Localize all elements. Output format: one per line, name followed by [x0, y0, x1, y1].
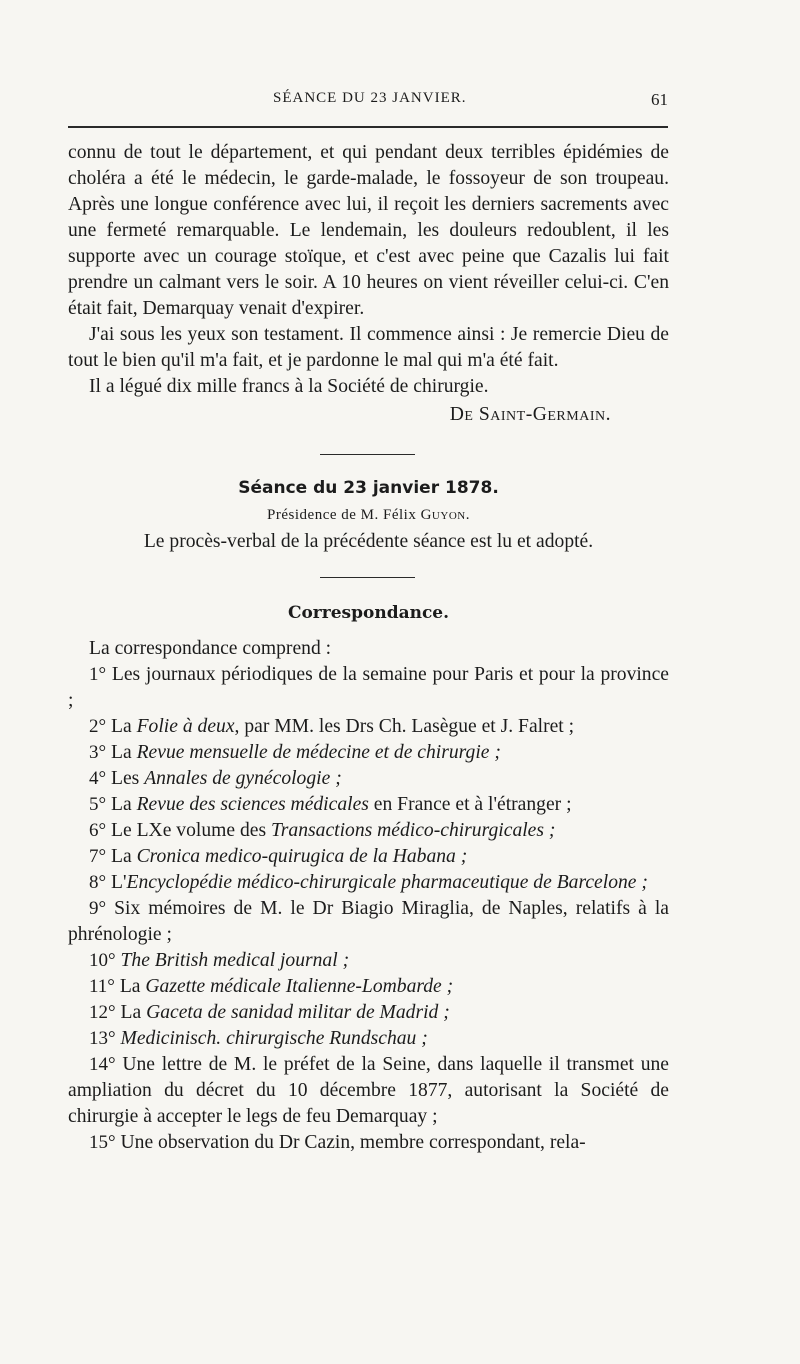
item-number: 6°: [89, 820, 107, 841]
running-title: SÉANCE DU 23 JANVIER.: [273, 90, 467, 106]
item-number: 3°: [89, 742, 107, 763]
section-divider: [320, 454, 415, 455]
presidency-prefix: Présidence de M. Félix: [267, 507, 417, 523]
item-number: 15°: [89, 1132, 116, 1153]
correspondence-item: [68, 662, 669, 714]
body-text: [68, 140, 669, 1156]
item-text: Les: [111, 768, 145, 789]
item-text: La: [119, 976, 146, 997]
correspondence-item: [68, 896, 669, 948]
signature: De Saint-Germain.: [449, 404, 611, 425]
item-text: L': [111, 872, 127, 893]
item-number: 14°: [89, 1054, 116, 1075]
session-title: Séance du 23 janvier 1878.: [238, 478, 499, 498]
continuation-paragraph: connu de tout le département, et qui pendant deux terribles épidémies de choléra a été le médecin, le garde-malade, le fossoyeur de son troupeau. Après une longue conférence avec lui, il reçoit les derniers sacrements avec une fermeté remarquable. Le lendemain, les douleurs redoublent, il les supporte avec un courage stoïque, et c'est avec peine que Cazalis lui fait prendre un calmant vers le soir. A 10 heures on vient réveiller celui-ci. C'en était fait, Demarquay venait d'expirer.: [68, 142, 669, 319]
item-title: Gaceta de sanidad militar de Madrid ;: [146, 1002, 450, 1023]
item-number: 11°: [89, 976, 115, 997]
correspondence-item: [68, 974, 669, 1000]
correspondence-item: [68, 766, 669, 792]
correspondence-item: [68, 714, 669, 740]
correspondence-item: [68, 1000, 669, 1026]
item-title: Revue des sciences médicales: [136, 794, 369, 815]
item-title: The British medical journal ;: [120, 950, 350, 971]
item-title: Cronica medico-quirugica de la Habana ;: [136, 846, 468, 867]
item-number: 10°: [89, 950, 116, 971]
correspondence-item: [68, 792, 669, 818]
item-number: 7°: [89, 846, 107, 867]
running-head: [68, 90, 668, 114]
item-title: Annales de gynécologie ;: [144, 768, 342, 789]
minutes-note: Le procès-verbal de la précédente séance est lu et adopté.: [143, 531, 594, 552]
presidency-line: [68, 505, 669, 525]
correspondence-heading: Correspondance.: [287, 603, 450, 623]
correspondence-item: [68, 1130, 669, 1156]
item-text: Les journaux périodiques de la semaine pour Paris et pour la province ;: [68, 664, 670, 711]
correspondence-item: [68, 818, 669, 844]
header-rule: [68, 126, 668, 128]
item-title: Revue mensuelle de médecine et de chirurgie ;: [136, 742, 501, 763]
item-title: Transactions médico-chirurgicales ;: [270, 820, 556, 841]
bequest-paragraph: Il a légué dix mille francs à la Société de chirurgie.: [89, 376, 489, 397]
correspondence-intro: La correspondance comprend :: [89, 638, 332, 659]
item-text: Une observation du Dr Cazin, membre correspondant, rela-: [120, 1132, 586, 1153]
item-text: , par MM. les Drs Ch. Lasègue et J. Falret ;: [234, 716, 575, 737]
item-number: 2°: [89, 716, 107, 737]
item-text: La: [111, 846, 137, 867]
item-number: 8°: [89, 872, 107, 893]
correspondence-item: [68, 1052, 669, 1130]
item-number: 9°: [89, 898, 107, 919]
item-title: Folie à deux: [136, 716, 235, 737]
item-title: Medicinisch. chirurgische Rundschau ;: [120, 1028, 428, 1049]
item-text: La: [111, 794, 137, 815]
item-number: 1°: [89, 664, 107, 685]
correspondence-list: [68, 662, 669, 1156]
testament-paragraph: J'ai sous les yeux son testament. Il commence ainsi : Je remercie Dieu de tout le bien qu'il m'a fait, et je pardonne le mal qui m'a été fait.: [68, 324, 669, 371]
correspondence-item: [68, 1026, 669, 1052]
item-text: Six mémoires de M. le Dr Biagio Miraglia, de Naples, relatifs à la phrénologie ;: [68, 898, 669, 945]
item-text: Le LXe volume des: [111, 820, 271, 841]
page-number: 61: [651, 90, 668, 109]
president-name: Guyon.: [420, 507, 470, 523]
correspondence-item: [68, 740, 669, 766]
item-number: 5°: [89, 794, 107, 815]
item-text: en France et à l'étranger ;: [368, 794, 572, 815]
item-title: Gazette médicale Italienne-Lombarde ;: [145, 976, 454, 997]
correspondence-item: [68, 948, 669, 974]
correspondence-item: [68, 870, 669, 896]
item-text: La: [111, 742, 137, 763]
section-divider: [320, 577, 415, 578]
item-number: 4°: [89, 768, 107, 789]
item-number: 12°: [89, 1002, 116, 1023]
item-number: 13°: [89, 1028, 116, 1049]
item-text: La: [120, 1002, 147, 1023]
correspondence-item: [68, 844, 669, 870]
item-title: Encyclopédie médico-chirurgicale pharmaceutique de Barcelone ;: [126, 872, 648, 893]
item-text: Une lettre de M. le préfet de la Seine, dans laquelle il transmet une ampliation du décret du 10 décembre 1877, autorisant la Société de chirurgie à accepter le legs de feu Demarquay ;: [68, 1054, 669, 1127]
item-text: La: [111, 716, 137, 737]
